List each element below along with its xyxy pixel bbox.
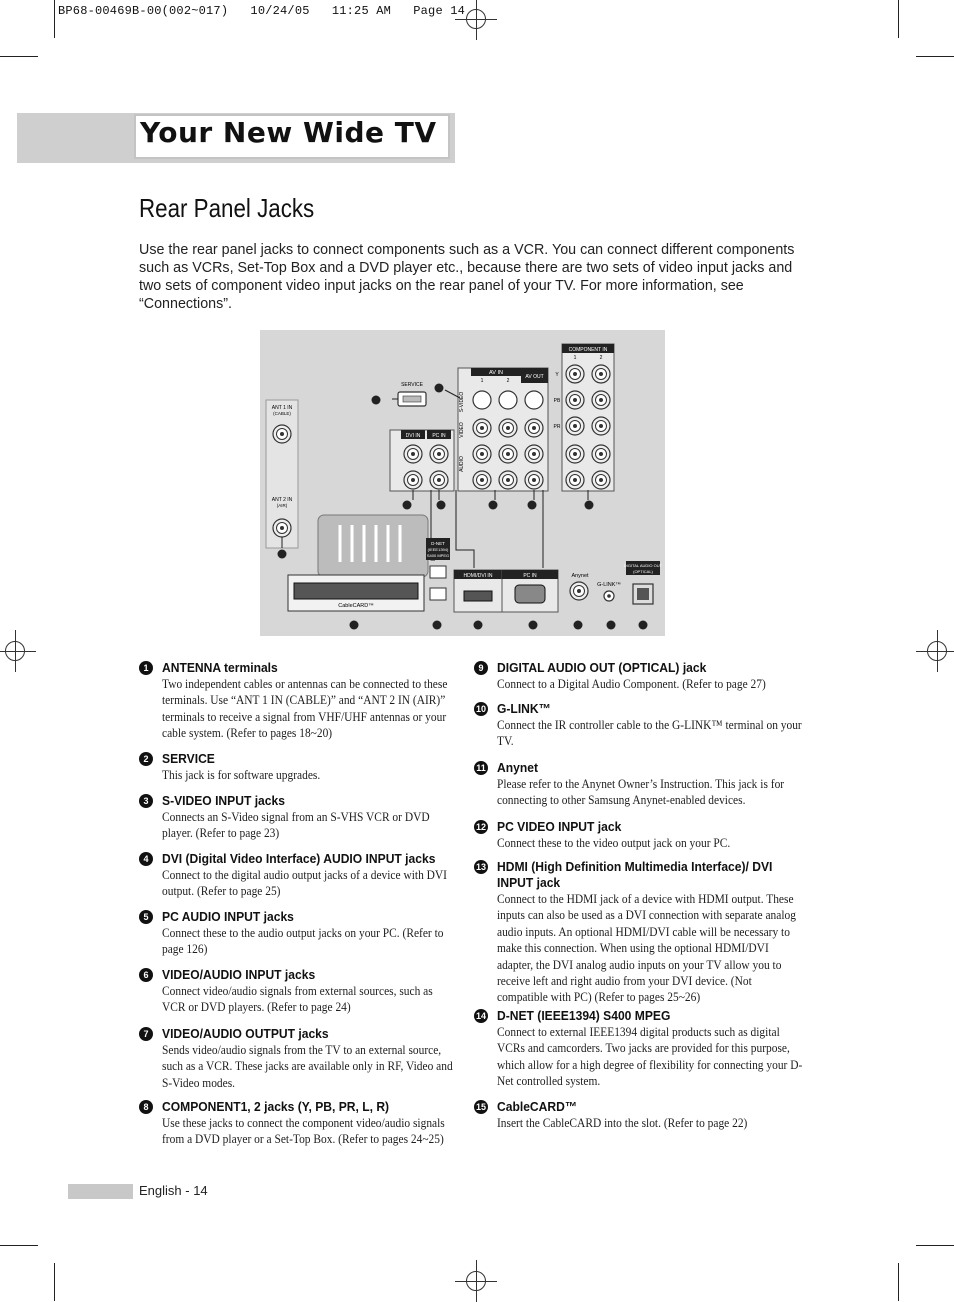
item-desc: Sends video/audio signals from the TV to an external source, such as a VCR. These jacks are available only in RF, Video and S-Video modes. — [162, 1042, 453, 1090]
component-num-2: 2 — [599, 355, 603, 361]
item-title: VIDEO/AUDIO INPUT jacks — [162, 967, 316, 982]
dnet-label-2: (IEEE1394) — [427, 547, 449, 552]
cablecard-label: CableCARD™ — [338, 603, 374, 609]
digital-audio-label-2: (OPTICAL) — [633, 569, 653, 574]
item-number: 12 — [475, 822, 486, 832]
item-desc: Connect to external IEEE1394 digital products such as digital VCRs and camcorders. Two jacks are provided for this purpose, which allow for a high degree of flexibility for connecting your D-Net controlled system. — [497, 1024, 803, 1089]
list-item — [474, 660, 804, 701]
item-title: DVI (Digital Video Interface) AUDIO INPUT jacks — [162, 851, 436, 866]
crop-mark — [898, 0, 899, 38]
audio-label: AUDIO — [459, 456, 465, 472]
list-item — [474, 859, 804, 1008]
svideo-label: S-VIDEO — [459, 391, 465, 413]
item-title: ANTENNA terminals — [162, 660, 278, 675]
anynet-label: Anynet — [571, 573, 589, 579]
registration-mark — [461, 4, 491, 34]
item-title: VIDEO/AUDIO OUTPUT jacks — [162, 1026, 329, 1041]
items-left-column — [139, 660, 457, 1154]
video-label: VIDEO — [459, 422, 465, 438]
list-item — [139, 660, 457, 751]
item-desc: Please refer to the Anynet Owner’s Instruction. This jack is for connecting to other Samsung Anynet-enabled devices. — [497, 776, 785, 808]
dvi-in-label: DVI IN — [405, 433, 421, 439]
ant1-sub-label: (CABLE) — [273, 411, 291, 416]
ant1-label: ANT 1 IN — [271, 405, 293, 411]
item-desc: Connect to a Digital Audio Component. (Refer to page 27) — [497, 676, 766, 691]
item-title: D-NET (IEEE1394) S400 MPEG — [497, 1008, 671, 1023]
component-pr-label: PR — [553, 424, 561, 430]
item-desc: Connect video/audio signals from external sources, such as VCR or DVD players. (Refer to page 24) — [162, 983, 433, 1015]
item-title: DIGITAL AUDIO OUT (OPTICAL) jack — [497, 660, 707, 675]
crop-mark — [54, 0, 55, 38]
item-number: 1 — [139, 661, 153, 675]
item-number: 8 — [139, 1100, 153, 1114]
list-item — [474, 760, 804, 819]
hdmi-dvi-in-label: HDMI/DVI IN — [463, 573, 493, 579]
item-title: SERVICE — [162, 751, 215, 766]
item-desc: Connect to the digital audio output jacks of a device with DVI output. (Refer to page 25) — [162, 867, 447, 899]
item-number: 9 — [474, 661, 488, 675]
item-desc: Connect the IR controller cable to the G-LINK™ terminal on your TV. — [497, 717, 802, 749]
service-label: SERVICE — [401, 382, 423, 388]
av-in-num-1: 1 — [480, 378, 484, 384]
dnet-label-1: D-NET — [431, 541, 445, 546]
item-number: 13 — [475, 862, 486, 872]
item-desc: Insert the CableCARD into the slot. (Refer to page 22) — [497, 1115, 748, 1130]
component-num-1: 1 — [573, 355, 577, 361]
page-title: Your New Wide TV — [140, 116, 437, 149]
crop-mark — [54, 1263, 55, 1301]
list-item — [139, 909, 457, 967]
registration-mark — [0, 636, 30, 666]
component-pb-label: PB — [553, 398, 561, 404]
ant2-sub-label: (AIR) — [276, 503, 288, 508]
av-in-label: AV IN — [489, 370, 503, 376]
list-item — [139, 1026, 457, 1099]
items-right-column — [474, 660, 804, 1139]
section-title: Rear Panel Jacks — [139, 193, 315, 223]
item-title: G-LINK™ — [497, 701, 551, 716]
item-desc: Connects an S-Video signal from an S-VHS VCR or DVD player. (Refer to page 23) — [162, 809, 430, 841]
item-title: PC VIDEO INPUT jack — [497, 819, 622, 834]
item-title: PC AUDIO INPUT jacks — [162, 909, 294, 924]
item-desc: Use these jacks to connect the component video/audio signals from a DVD player or a Set-Top Box. (Refer to pages 24~25) — [162, 1115, 445, 1147]
crop-mark — [0, 56, 38, 57]
crop-mark — [916, 56, 954, 57]
registration-mark — [461, 1266, 491, 1296]
item-desc: This jack is for software upgrades. — [162, 767, 321, 782]
print-slug: BP68-00469B-00(002~017) 10/24/05 11:25 AM Page 14 — [58, 4, 466, 18]
intro-paragraph: Use the rear panel jacks to connect components such as a VCR. You can connect different components such as VCRs, Set-Top Box and a DVD player etc., because there are two sets of video input jacks and two sets of component video input jacks on the rear panel of your TV. For more information, see “Connections”. — [139, 242, 795, 312]
item-desc: Two independent cables or antennas can be connected to these terminals. Use “ANT 1 IN (CABLE)” and “ANT 2 IN (AIR)” terminals to receive a signal from VHF/UHF antennas or your cable system. (Refer to pages 18~20) — [162, 676, 448, 741]
crop-mark — [0, 1245, 38, 1246]
av-out-label: AV OUT — [525, 374, 544, 380]
item-desc: Connect these to the video output jack on your PC. — [497, 835, 731, 850]
av-in-num-2: 2 — [506, 378, 510, 384]
item-title: CableCARD™ — [497, 1099, 577, 1114]
digital-audio-label-1: DIGITAL AUDIO OUT — [623, 563, 663, 568]
item-number: 10 — [475, 704, 486, 714]
list-item — [139, 751, 457, 793]
item-number: 6 — [139, 968, 153, 982]
item-number: 3 — [139, 794, 153, 808]
pc-in-bottom-label: PC IN — [523, 573, 537, 579]
item-desc: Connect to the HDMI jack of a device with HDMI output. These inputs can also be used as a DVI connection with separate analog audio inputs. An optional HDMI/DVI cable will be necessary to make this connection. When using the optional HDMI/DVI adapter, the DVI analog audio inputs on your TV allow you to receive left and right audio from your DVI device. (Not compatible with PC) (Refer to pages 25~26) — [497, 891, 796, 1005]
list-item — [474, 1008, 804, 1099]
item-number: 11 — [474, 761, 488, 775]
crop-mark — [916, 1245, 954, 1246]
list-item — [139, 851, 457, 909]
list-item — [139, 793, 457, 851]
item-title: Anynet — [497, 760, 538, 775]
rear-panel-diagram — [260, 330, 665, 636]
list-item — [474, 819, 804, 859]
item-number: 2 — [139, 752, 153, 766]
glink-label: G-LINK™ — [597, 582, 621, 588]
list-item — [474, 701, 804, 760]
footer-bar — [68, 1184, 133, 1199]
component-y-label: Y — [555, 372, 559, 378]
pc-in-label: PC IN — [432, 433, 446, 439]
item-title: S-VIDEO INPUT jacks — [162, 793, 285, 808]
list-item — [139, 967, 457, 1026]
item-number: 7 — [139, 1027, 153, 1041]
registration-mark — [922, 636, 952, 666]
list-item — [474, 1099, 804, 1139]
item-desc: Connect these to the audio output jacks on your PC. (Refer to page 126) — [162, 925, 444, 957]
item-number: 15 — [475, 1102, 486, 1112]
component-in-label: COMPONENT IN — [568, 347, 608, 353]
dnet-label-3: S400 MPEG — [426, 553, 450, 558]
page-number: English - 14 — [139, 1183, 208, 1198]
item-title: HDMI (High Definition Multimedia Interface)/ DVI INPUT jack — [497, 859, 773, 890]
item-title: COMPONENT1, 2 jacks (Y, PB, PR, L, R) — [162, 1099, 390, 1114]
item-number: 5 — [139, 910, 153, 924]
ant2-label: ANT 2 IN — [271, 497, 293, 503]
list-item — [139, 1099, 457, 1154]
item-number: 14 — [475, 1011, 486, 1021]
crop-mark — [898, 1263, 899, 1301]
item-number: 4 — [139, 852, 153, 866]
